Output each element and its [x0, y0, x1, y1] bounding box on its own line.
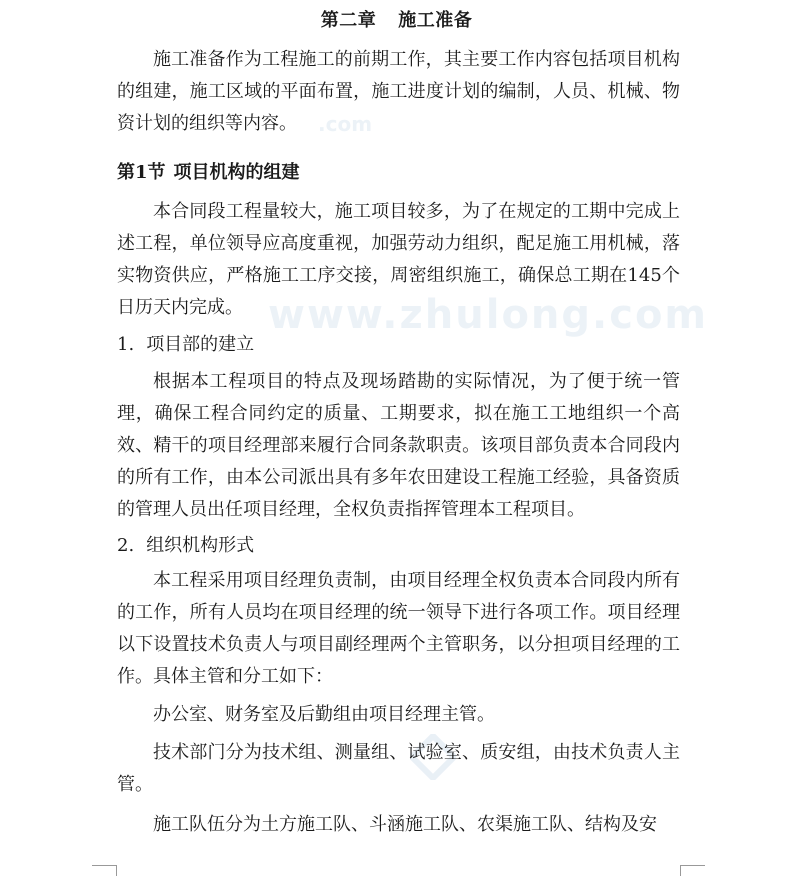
intro-paragraph: 施工准备作为工程施工的前期工作，其主要工作内容包括项目机构的组建，施工区域的平面布置，施工进度计划的编制，人员、机械、物资计划的组织等内容。: [117, 49, 680, 134]
subsection-2-number: 2.: [117, 535, 135, 556]
watermark-main: www.zhulong.com: [268, 292, 709, 338]
section-number: 第1节: [117, 162, 166, 183]
crop-mark-right: [680, 865, 705, 876]
subsection-2-name: 组织机构形式: [146, 535, 255, 556]
subsection-2-paragraph-3: 技术部门分为技术组、测量组、试验室、质安组，由技术负责人主管。: [117, 742, 680, 795]
subsection-1-number: 1.: [117, 334, 135, 355]
subsection-2-paragraph-1: 本工程采用项目经理负责制，由项目经理全权负责本合同段内所有的工作，所有人员均在项目经理的统一领导下进行各项工作。项目经理以下设置技术负责人与项目副经理两个主管职务，以分担项目经理的工作。具体主管和分工如下：: [117, 570, 680, 687]
chapter-name: 施工准备: [398, 10, 473, 31]
section-paragraph: 本合同段工程量较大，施工项目较多，为了在规定的工期中完成上述工程，单位领导应高度重视，加强劳动力组织，配足施工用机械，落实物资供应，严格施工工序交接，周密组织施工，确保总工期在145个日历天内完成。: [117, 201, 680, 318]
watermark-small: .com: [318, 112, 373, 136]
subsection-2-title: [117, 531, 254, 557]
crop-mark-left: [92, 865, 117, 876]
subsection-2-paragraph-2: 办公室、财务室及后勤组由项目经理主管。: [153, 704, 495, 725]
section-name: 项目机构的组建: [173, 162, 300, 183]
section-title: [117, 158, 300, 184]
chapter-number: 第二章: [320, 10, 377, 31]
subsection-2-paragraph-4: 施工队伍分为土方施工队、斗涵施工队、农渠施工队、结构及安: [153, 814, 657, 835]
chapter-title: [0, 6, 793, 32]
subsection-1-title: [117, 330, 254, 356]
subsection-1-paragraph: 根据本工程项目的特点及现场踏勘的实际情况，为了便于统一管理，确保工程合同约定的质量、工期要求，拟在施工工地组织一个高效、精干的项目经理部来履行合同条款职责。该项目部负责本合同段内的所有工作，由本公司派出具有多年农田建设工程施工经验，具备资质的管理人员出任项目经理，全权负责指挥管理本工程项目。: [117, 371, 680, 520]
subsection-1-name: 项目部的建立: [146, 334, 255, 355]
